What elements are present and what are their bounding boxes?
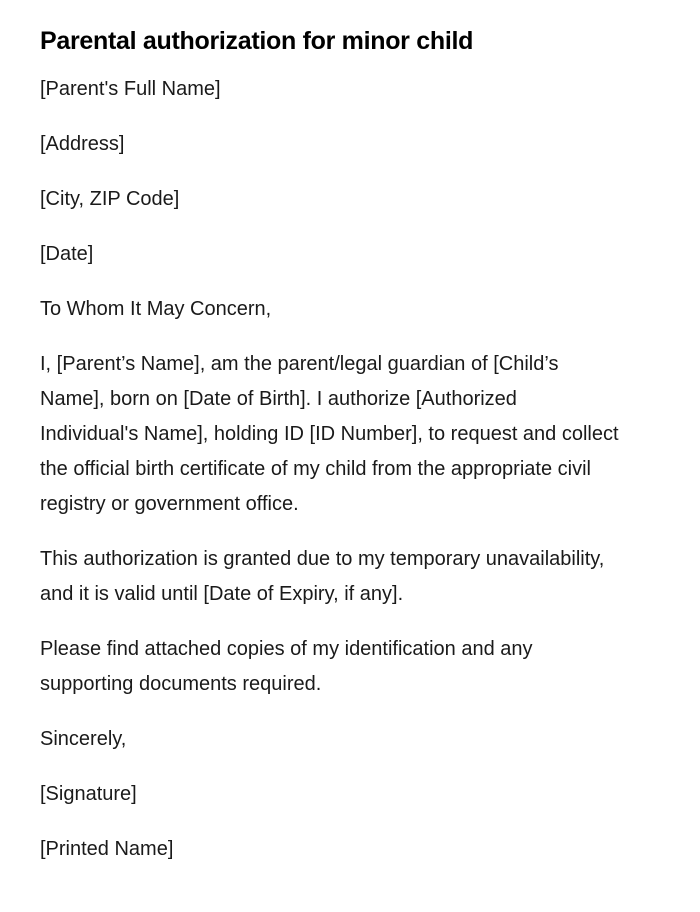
- city-zip-line: [City, ZIP Code]: [40, 188, 180, 210]
- body-paragraph-2: This authorization is granted due to my temporary unavailability, and it is valid until [Date of Expiry, if any].: [40, 548, 605, 605]
- document-title: Parental authorization for minor child: [40, 27, 474, 55]
- body-paragraph-1: I, [Parent’s Name], am the parent/legal guardian of [Child’s Name], born on [Date of Birth]. I authorize [Authorized Individual's Name], holding ID [ID Number], to request and collect the official birth certificate of my child from the appropriate civil registry or government office.: [40, 353, 619, 515]
- body-paragraph-3: Please find attached copies of my identification and any supporting documents required.: [40, 638, 533, 695]
- printed-name-line: [Printed Name]: [40, 838, 174, 860]
- salutation: To Whom It May Concern,: [40, 298, 272, 320]
- parent-name-line: [Parent's Full Name]: [40, 78, 221, 100]
- address-line: [Address]: [40, 133, 125, 155]
- closing-line: Sincerely,: [40, 728, 127, 750]
- signature-line: [Signature]: [40, 783, 137, 805]
- date-line: [Date]: [40, 243, 94, 265]
